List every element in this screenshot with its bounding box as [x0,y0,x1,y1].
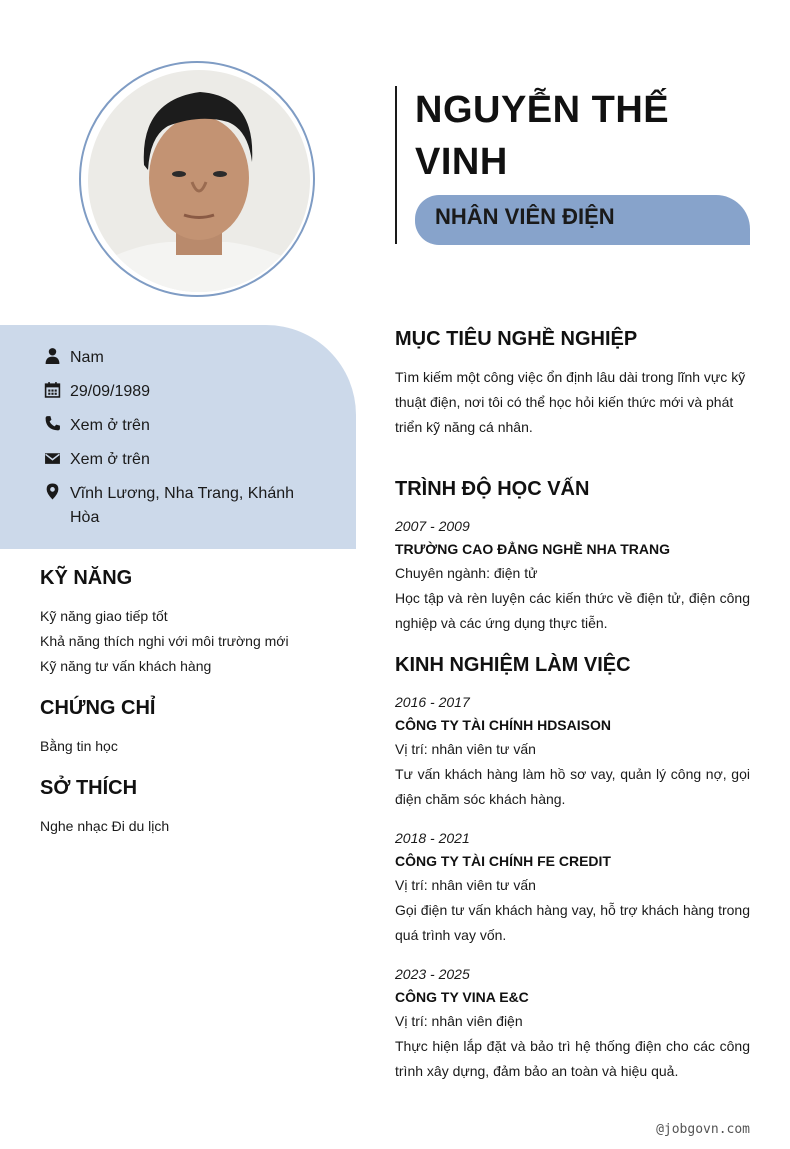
education-heading: TRÌNH ĐỘ HỌC VẤN [395,478,590,500]
location-pin-icon [44,483,61,500]
skills-list [40,604,289,679]
phone-icon [44,415,61,432]
job-company: CÔNG TY TÀI CHÍNH HDSAISON [395,717,611,733]
profile-photo [88,70,310,292]
hobbies-heading: SỞ THÍCH [40,777,138,799]
job-period: 2023 - 2025 [395,966,470,982]
job-title: NHÂN VIÊN ĐIỆN [435,204,615,229]
mail-icon [44,449,61,466]
skill-item: Kỹ năng tư vấn khách hàng [40,658,212,674]
contact-phone: Xem ở trên [44,414,310,438]
school-name: TRƯỜNG CAO ĐẲNG NGHỀ NHA TRANG [395,541,671,557]
job-title-badge [415,195,750,245]
experience-heading: KINH NGHIỆM LÀM VIỆC [395,654,631,676]
job-position: Vị trí: nhân viên điện [395,1013,523,1029]
certificates-heading: CHỨNG CHỈ [40,697,156,719]
skill-item: Khả năng thích nghi với môi trường mới [40,633,289,649]
job-description: Tư vấn khách hàng làm hồ sơ vay, quản lý công nợ, gọi điện chăm sóc khách hàng. [395,766,750,807]
education-period: 2007 - 2009 [395,518,470,534]
job-position: Vị trí: nhân viên tư vấn [395,741,536,757]
name-divider [395,86,397,244]
calendar-icon [44,381,61,398]
person-icon [44,347,61,364]
contact-address: Vĩnh Lương, Nha Trang, Khánh Hòa [44,482,310,530]
job-description: Thực hiện lắp đặt và bảo trì hệ thống điện cho các công trình xây dựng, đảm bảo an toàn và hiệu quả. [395,1038,750,1079]
education-description: Học tập và rèn luyện các kiến thức về điện tử, điện công nghiệp và các ứng dụng thực tiễn. [395,590,750,631]
job-company: CÔNG TY VINA E&C [395,989,529,1005]
job-position: Vị trí: nhân viên tư vấn [395,877,536,893]
education-major: Chuyên ngành: điện tử [395,565,538,581]
contact-birthdate: 29/09/1989 [44,380,310,404]
contact-gender: Nam [44,346,310,370]
skill-item: Kỹ năng giao tiếp tốt [40,608,168,624]
candidate-name: NGUYỄN THẾ VINH [415,89,670,183]
certificates-list [40,734,118,759]
skills-heading: KỸ NĂNG [40,567,133,589]
contact-email: Xem ở trên [44,448,310,472]
job-period: 2016 - 2017 [395,694,470,710]
job-description: Gọi điện tư vấn khách hàng vay, hỗ trợ khách hàng trong quá trình vay vốn. [395,902,750,943]
watermark-text: @jobgovn.com [656,1122,750,1137]
job-period: 2018 - 2021 [395,830,470,846]
hobbies-text: Nghe nhạc Đi du lịch [40,818,170,834]
objective-heading: MỤC TIÊU NGHỀ NGHIỆP [395,328,638,350]
job-company: CÔNG TY TÀI CHÍNH FE CREDIT [395,853,611,869]
certificate-item: Bằng tin học [40,738,118,754]
objective-text: Tìm kiếm một công việc ổn định lâu dài trong lĩnh vực kỹ thuật điện, nơi tôi có thể học hỏi kiến thức mới và phát triển kỹ năng cá nhân. [395,369,746,435]
